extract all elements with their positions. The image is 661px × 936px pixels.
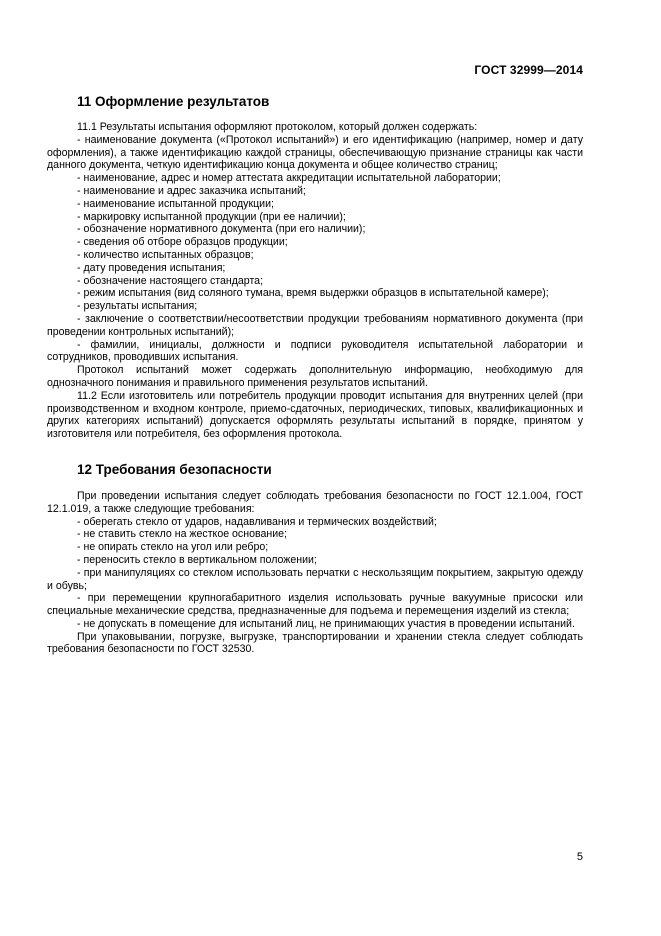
section-11-title: 11 Оформление результатов	[77, 94, 270, 109]
section-11-intro: 11.1 Результаты испытания оформляют протоколом, который должен содержать:	[77, 121, 478, 133]
page-content	[47, 93, 583, 656]
list-item: - оберегать стекло от ударов, надавливания и термических воздействий;	[77, 515, 437, 528]
list-item: - сведения об отборе образцов продукции;	[77, 236, 288, 249]
list-item-signatures: - фамилии, инициалы, должности и подписи руководителя испытательной лаборатории и сотрудников, проводивших испытания.	[47, 338, 583, 364]
list-item-gloves: - при манипуляциях со стеклом использовать перчатки с нескользящим покрытием, закрытую одежду и обувь;	[47, 566, 583, 592]
list-item-large-items: - при перемещении крупногабаритного изделия использовать ручные вакуумные присоски или специальные механические средства, предназначенные для подъема и перемещения изделий из стекла;	[47, 592, 583, 618]
list-item: - обозначение настоящего стандарта;	[77, 274, 264, 287]
protocol-note: Протокол испытаний может содержать дополнительную информацию, необходимую для однозначного понимания и правильного применения результатов испытаний.	[47, 364, 583, 389]
list-item: - не опирать стекло на угол или ребро;	[77, 541, 269, 554]
list-item: - дату проведения испытания;	[77, 261, 226, 274]
list-item-document-name: - наименование документа («Протокол испытаний») и его идентификацию (например, номер и дату оформления), а также идентификацию каждой страницы, обеспечивающую признание страницы как части данного документа, четкую идентификацию конца документа и общее количество страниц;	[47, 133, 583, 172]
paragraph-11-2: 11.2 Если изготовитель или потребитель продукции проводит испытания для внутренних целей (при производственном и входном контроле, приемо-сдаточных, периодических, типовых, квалификационных и других категориях испытаний) допускается оформлять результаты испытаний в порядке, принятом у изготовителя или потребителя, без оформления протокола.	[47, 389, 583, 441]
page-number: 5	[576, 851, 583, 863]
list-item: - не ставить стекло на жесткое основание;	[77, 528, 287, 541]
list-item: - наименование и адрес заказчика испытаний;	[77, 184, 306, 197]
list-item: - наименование испытанной продукции;	[77, 197, 274, 210]
list-item-conclusion: - заключение о соответствии/несоответствии продукции требованиям нормативного документа (при проведении контрольных испытаний);	[47, 312, 583, 338]
list-item-persons: - не допускать в помещение для испытаний лиц, не принимающих участия в проведении испытаний.	[77, 617, 575, 630]
section-12-closing: При упаковывании, погрузке, выгрузке, транспортировании и хранении стекла следует соблюдать требования безопасности по ГОСТ 32530.	[47, 630, 583, 656]
list-item: - наименование, адрес и номер аттестата аккредитации испытательной лаборатории;	[77, 172, 501, 185]
list-item: - режим испытания (вид соляного тумана, время выдержки образцов в испытательной камере);	[77, 287, 549, 300]
list-item: - маркировку испытанной продукции (при ее наличии);	[77, 210, 346, 223]
section-12-title: 12 Требования безопасности	[77, 461, 272, 477]
document-id-header: ГОСТ 32999—2014	[474, 63, 583, 77]
list-item: - переносить стекло в вертикальном положении;	[77, 553, 317, 566]
list-item: - результаты испытания;	[77, 300, 198, 313]
list-item: - обозначение нормативного документа (при его наличии);	[77, 223, 366, 236]
list-item: - количество испытанных образцов;	[77, 248, 254, 261]
section-12-intro: При проведении испытания следует соблюдать требования безопасности по ГОСТ 12.1.004, ГОСТ 12.1.019, а также следующие требования:	[47, 489, 583, 515]
